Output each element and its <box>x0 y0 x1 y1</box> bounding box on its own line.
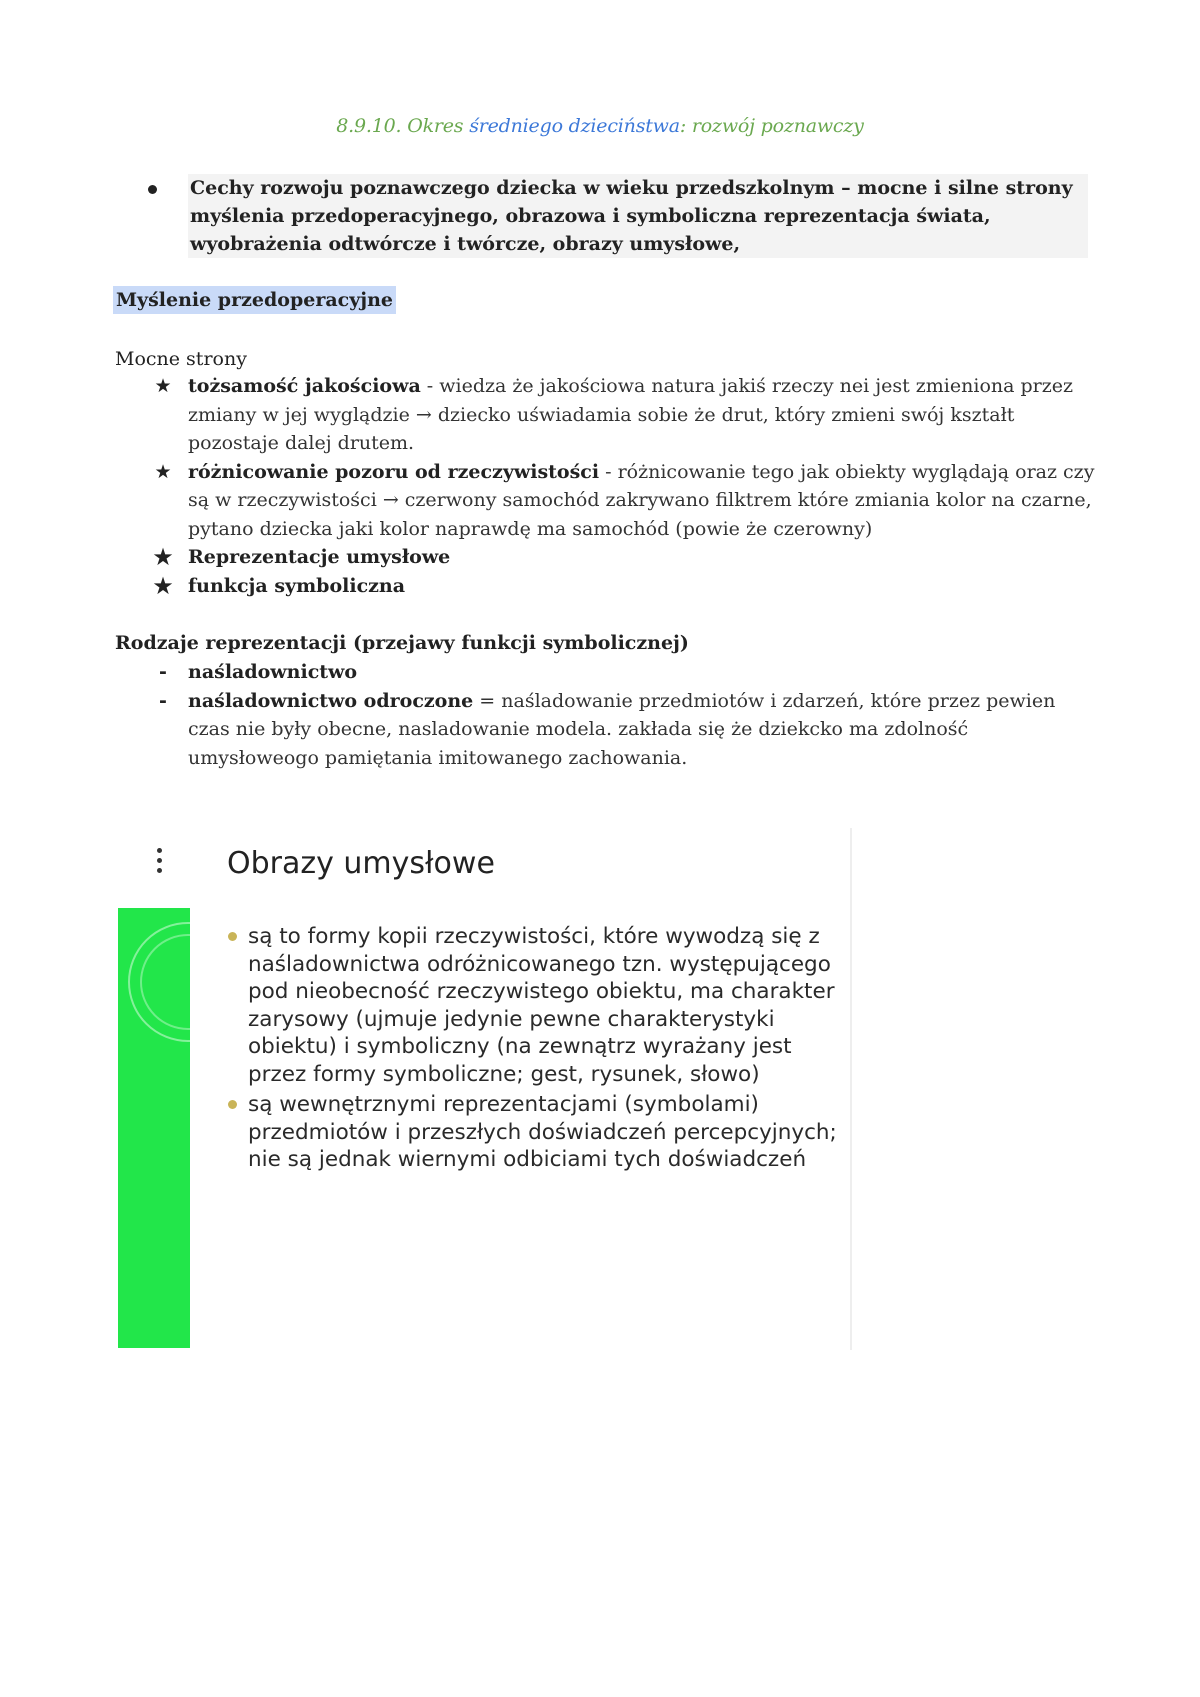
title-number: 8.9.10. Okres <box>336 115 470 137</box>
definition: - różnicowanie tego jak obiekty wyglądają oraz czy są w rzeczywistości → czerwony samochód zakrywano filktrem które zmiania kolor na czarne, pytano dziecka jaki kolor naprawdę ma samochód (powie że czerowny) <box>188 460 1095 540</box>
term: naśladownictwo odroczone <box>188 689 474 712</box>
term: funkcja symboliczna <box>188 574 406 597</box>
section-heading: Myślenie przedoperacyjne <box>113 286 396 314</box>
list-item <box>148 543 1098 572</box>
star-icon: ★ <box>154 375 172 397</box>
star-icon: ★ <box>154 460 172 483</box>
term: naśladownictwo <box>188 661 358 683</box>
star-icon: ★ <box>152 571 174 600</box>
list-item <box>148 572 1098 601</box>
list-item <box>148 687 1098 773</box>
slide-bullet <box>228 923 838 1088</box>
strengths-label: Mocne strony <box>115 348 247 370</box>
dash-icon: - <box>159 689 167 712</box>
strengths-list <box>148 372 1098 600</box>
intro-text: Cechy rozwoju poznawczego dziecka w wieku przedszkolnym – mocne i silne strony myślenia przedoperacyjnego, obrazowa i symboliczna reprezentacja świata, wyobrażenia odtwórcze i twórcze, obrazy umysłowe, <box>188 174 1088 258</box>
document-title <box>0 115 1200 137</box>
slide-bullet-text: są to formy kopii rzeczywistości, które wywodzą się z naśladownictwa odróżnicowanego tzn. występującego pod nieobecność rzeczywistego obiektu, ma charakter zarysowy (ujmuje jedynie pewne charakterystyki obiektu) i symboliczny (na zewnątrz wyrażany jest przez formy symboliczne; gest, rysunek, słowo) <box>248 924 835 1087</box>
term: Reprezentacje umysłowe <box>188 546 451 568</box>
intro-bullet <box>148 174 1088 258</box>
title-rest: : rozwój poznawczy <box>679 115 864 137</box>
slide-bullet <box>228 1091 838 1174</box>
term: tożsamość jakościowa <box>188 375 421 397</box>
star-icon: ★ <box>152 543 174 571</box>
more-vertical-icon <box>157 848 165 878</box>
dash-icon: - <box>159 661 167 683</box>
types-list <box>148 658 1098 772</box>
bullet-icon <box>148 185 157 194</box>
bullet-icon <box>228 932 237 941</box>
bullet-icon <box>228 1100 237 1109</box>
title-highlight: średniego dzieciństwa <box>469 115 680 137</box>
embedded-slide <box>112 828 850 1350</box>
definition: - wiedza że jakościowa natura jakiś rzeczy nei jest zmieniona przez zmiany w jej wyglądzie → dziecko uświadamia sobie że drut, który zmieni swój kształt pozostaje dalej drutem. <box>188 375 1073 454</box>
slide-bullet-text: są wewnętrznymi reprezentacjami (symbolami) przedmiotów i przeszłych doświadczeń percepcyjnych; nie są jednak wiernymi odbiciami tych doświadczeń <box>248 1092 837 1172</box>
list-item <box>148 458 1098 544</box>
list-item <box>148 658 1098 687</box>
types-heading: Rodzaje reprezentacji (przejawy funkcji symbolicznej) <box>115 632 689 654</box>
list-item <box>148 372 1098 458</box>
slide-accent-stripe <box>118 908 190 1348</box>
slide-title: Obrazy umysłowe <box>227 846 495 881</box>
slide-bullets <box>228 923 838 1177</box>
definition: = naśladowanie przedmiotów i zdarzeń, które przez pewien czas nie były obecne, nasladowanie modela. zakłada się że dziekcko ma zdolność umysłoweogo pamiętania imitowanego zachowania. <box>188 689 1056 769</box>
term: różnicowanie pozoru od rzeczywistości <box>188 460 600 483</box>
